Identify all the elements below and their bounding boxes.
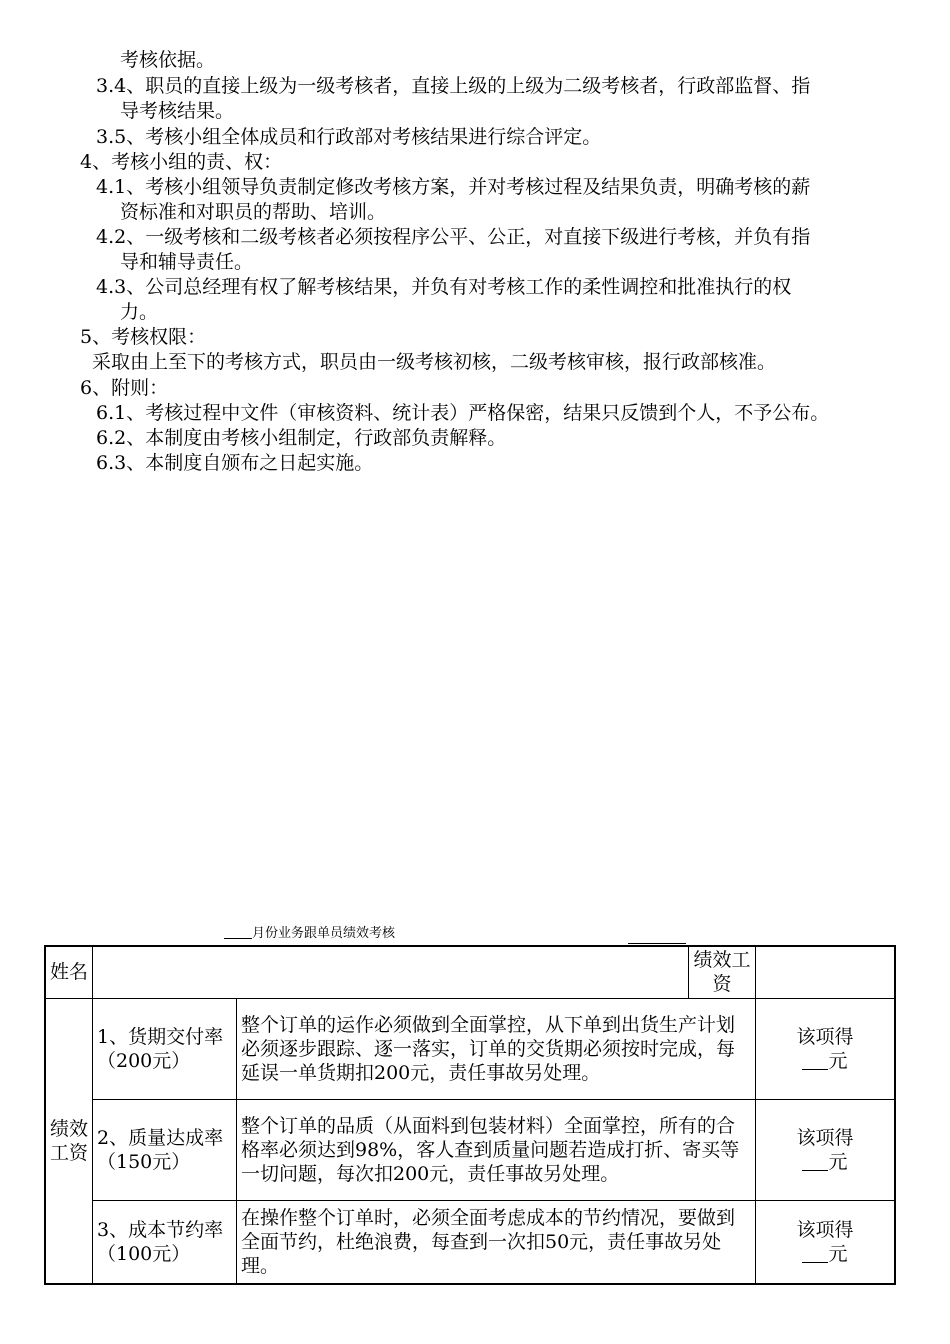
section-heading: 5、考核权限： (80, 326, 207, 348)
score-blank[interactable] (802, 1051, 828, 1070)
text-line: 3.5、考核小组全体成员和行政部对考核结果进行综合评定。 (96, 126, 602, 148)
text-line: 采取由上至下的考核方式，职员由一级考核初核，二级考核审核，报行政部核准。 (92, 351, 777, 373)
text-line: 6.2、本制度由考核小组制定，行政部负责解释。 (96, 427, 507, 449)
table-row (45, 1099, 895, 1200)
score-suffix: 元 (828, 1242, 848, 1265)
score-prefix: 该项得 (796, 1126, 854, 1149)
score-suffix: 元 (828, 1049, 848, 1072)
salary-label: 绩效工资 (689, 946, 756, 998)
evaluation-table (44, 945, 896, 1285)
table-row (45, 998, 895, 1099)
name-label: 姓名 (45, 946, 93, 998)
text-line: 3.4、职员的直接上级为一级考核者，直接上级的上级为二级考核者，行政部监督、指 (96, 75, 811, 97)
item-description: 整个订单的品质（从面料到包装材料）全面掌控，所有的合格率必须达到98%，客人查到质量问题若造成打折、寄买等一切问题，每次扣200元，责任事故另处理。 (237, 1099, 756, 1200)
item-description: 整个订单的运作必须做到全面掌控，从下单到出货生产计划必须逐步跟踪、逐一落实，订单的交货期必须按时完成，每延误一单货期扣200元，责任事故另处理。 (237, 998, 756, 1099)
text-line: 导考核结果。 (120, 100, 235, 122)
section-heading: 4、考核小组的责、权： (80, 151, 283, 173)
text-line: 力。 (120, 301, 159, 323)
item-label: 1、货期交付率（200元） (93, 998, 237, 1099)
score-prefix: 该项得 (796, 1218, 854, 1241)
text-line: 4.3、公司总经理有权了解考核结果，并负有对考核工作的柔性调控和批准执行的权 (96, 276, 792, 298)
title-rule (628, 943, 686, 944)
text-line: 6.1、考核过程中文件（审核资料、统计表）严格保密，结果只反馈到个人，不予公布。 (96, 402, 830, 424)
text-line: 资标准和对职员的帮助、培训。 (120, 201, 387, 223)
item-score (756, 1200, 896, 1284)
section-label: 绩效工资 (45, 998, 93, 1284)
text-line: 考核依据。 (120, 49, 216, 71)
header-row (45, 946, 895, 998)
item-score (756, 1099, 896, 1200)
form-title: 月份业务跟单员绩效考核 (224, 924, 395, 943)
score-blank[interactable] (802, 1152, 828, 1171)
item-score (756, 998, 896, 1099)
name-field[interactable] (93, 946, 689, 998)
text-line: 4.2、一级考核和二级考核者必须按程序公平、公正，对直接下级进行考核，并负有指 (96, 226, 811, 248)
item-label: 3、成本节约率（100元） (93, 1200, 237, 1284)
score-blank[interactable] (802, 1244, 828, 1263)
score-suffix: 元 (828, 1150, 848, 1173)
item-label: 2、质量达成率（150元） (93, 1099, 237, 1200)
item-description: 在操作整个订单时，必须全面考虑成本的节约情况，要做到全面节约，杜绝浪费，每查到一次扣50元，责任事故另处理。 (237, 1200, 756, 1284)
text-line: 6.3、本制度自颁布之日起实施。 (96, 452, 374, 474)
month-blank[interactable] (224, 924, 252, 939)
section-heading: 6、附则： (80, 377, 169, 399)
text-line: 导和辅导责任。 (120, 251, 254, 273)
salary-field[interactable] (756, 946, 896, 998)
text-line: 4.1、考核小组领导负责制定修改考核方案，并对考核过程及结果负责，明确考核的薪 (96, 176, 811, 198)
score-prefix: 该项得 (796, 1025, 854, 1048)
table-row (45, 1200, 895, 1284)
